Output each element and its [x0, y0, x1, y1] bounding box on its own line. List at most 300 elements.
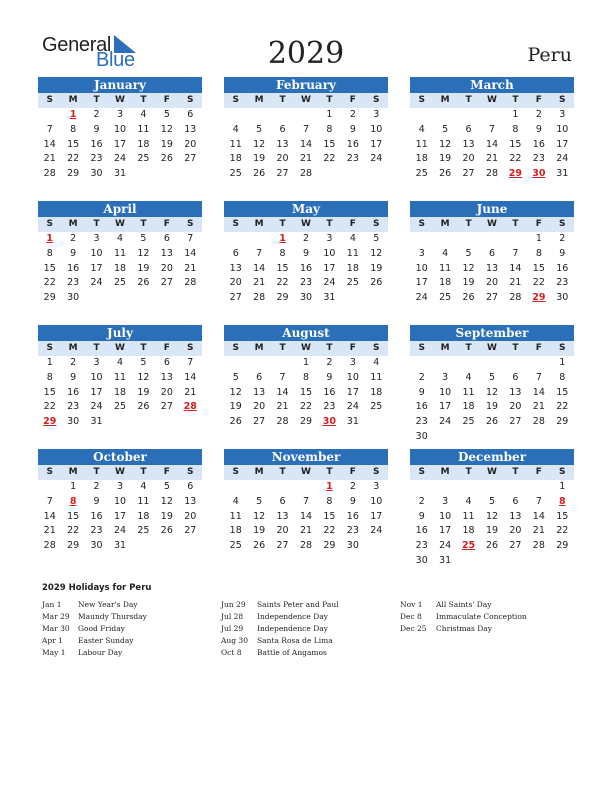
holidays-title: 2029 Holidays for Peru: [42, 583, 152, 593]
day-cell: 30: [90, 540, 103, 552]
day-cell: 1: [326, 109, 333, 120]
day-cell: 28: [184, 277, 197, 289]
day-grid: [410, 480, 574, 569]
day-cell: 11: [137, 123, 150, 135]
weekday-label: T: [279, 95, 286, 105]
day-cell: 26: [439, 168, 452, 180]
holiday-name: Battle of Angamos: [257, 648, 327, 657]
day-cell: 3: [116, 481, 124, 492]
holiday-date: Mar 30: [42, 624, 70, 633]
holiday-day: 29: [532, 292, 546, 304]
weekday-header: [410, 341, 574, 356]
weekday-label: M: [68, 219, 78, 229]
weekday-label: T: [512, 219, 519, 229]
weekday-label: T: [93, 95, 100, 105]
holiday-entry: [221, 623, 401, 635]
holiday-day: 1: [326, 481, 333, 492]
day-cell: 24: [439, 416, 452, 428]
holiday-day: 29: [508, 168, 523, 180]
day-cell: 6: [512, 371, 519, 383]
month-november: [224, 449, 388, 554]
day-cell: 28: [532, 540, 545, 552]
day-cell: 3: [418, 247, 425, 259]
weekday-label: T: [140, 343, 147, 353]
day-cell: 19: [370, 262, 383, 274]
day-cell: 12: [253, 138, 266, 150]
day-cell: 29: [67, 168, 80, 180]
day-blank: [271, 108, 294, 123]
day-cell: 5: [488, 495, 496, 507]
day-blank: [433, 232, 456, 247]
day-cell: 6: [187, 109, 194, 120]
day-cell: 8: [279, 247, 286, 259]
day-cell: 7: [488, 123, 496, 135]
day-cell: 7: [535, 371, 542, 383]
holiday-date: Jan 1: [42, 600, 62, 609]
day-cell: 20: [184, 510, 197, 522]
weekday-label: M: [440, 95, 450, 105]
day-cell: 15: [556, 510, 569, 522]
day-cell: 8: [559, 371, 566, 383]
weekday-label: S: [187, 467, 194, 477]
day-cell: 2: [70, 357, 77, 368]
day-cell: 20: [253, 401, 266, 413]
day-cell: 10: [323, 247, 336, 259]
holiday-name: New Year's Day: [78, 600, 138, 609]
day-blank: [410, 108, 433, 123]
day-cell: 2: [418, 371, 425, 383]
day-cell: 15: [323, 510, 336, 522]
day-cell: 8: [326, 123, 333, 135]
weekday-label: T: [326, 219, 333, 229]
weekday-header: [38, 217, 202, 232]
day-blank: [527, 480, 550, 495]
day-grid: [224, 480, 388, 554]
weekday-label: F: [163, 343, 170, 353]
day-cell: 10: [113, 123, 127, 135]
day-cell: 6: [256, 371, 263, 383]
weekday-label: F: [349, 343, 356, 353]
day-cell: 28: [509, 292, 522, 304]
day-grid: [224, 108, 388, 182]
holiday-day: 1: [46, 233, 54, 244]
holiday-date: Jun 29: [221, 600, 246, 609]
day-cell: 22: [323, 525, 336, 537]
weekday-header: [38, 465, 202, 480]
day-cell: 5: [256, 495, 263, 507]
weekday-header: [224, 465, 388, 480]
day-cell: 19: [229, 401, 242, 413]
day-cell: 30: [415, 430, 428, 442]
day-cell: 25: [462, 416, 475, 428]
day-cell: 31: [556, 168, 569, 180]
day-cell: 6: [163, 357, 170, 368]
weekday-label: M: [440, 219, 450, 229]
day-cell: 22: [43, 401, 56, 413]
day-cell: 8: [326, 495, 333, 507]
day-blank: [224, 356, 247, 371]
day-cell: 24: [556, 153, 569, 165]
day-cell: 7: [256, 247, 263, 259]
weekday-label: W: [115, 219, 125, 229]
day-cell: 29: [276, 292, 289, 304]
day-cell: 4: [442, 247, 449, 259]
day-cell: 21: [532, 401, 545, 413]
day-cell: 19: [253, 525, 266, 537]
holiday-entry: [400, 599, 580, 611]
day-cell: 25: [229, 168, 242, 180]
weekday-label: M: [254, 343, 264, 353]
day-cell: 29: [67, 540, 80, 552]
holiday-entry: [221, 599, 401, 611]
weekday-label: W: [301, 95, 311, 105]
day-cell: 9: [535, 123, 542, 135]
holiday-day: 8: [69, 495, 77, 507]
weekday-label: T: [326, 343, 333, 353]
weekday-header: [224, 341, 388, 356]
holiday-day: 1: [69, 109, 77, 120]
day-cell: 17: [370, 510, 383, 522]
day-cell: 27: [184, 525, 197, 537]
holiday-day: 29: [43, 416, 57, 428]
weekday-label: T: [93, 467, 100, 477]
day-blank: [457, 356, 480, 371]
day-cell: 11: [462, 386, 475, 398]
day-cell: 10: [370, 495, 383, 507]
day-cell: 18: [370, 386, 383, 398]
day-cell: 2: [326, 357, 333, 368]
day-blank: [480, 356, 503, 371]
day-cell: 5: [163, 109, 170, 120]
day-cell: 22: [556, 525, 569, 537]
day-cell: 30: [299, 292, 313, 304]
weekday-label: W: [115, 343, 125, 353]
day-cell: 25: [229, 540, 242, 552]
day-cell: 18: [229, 153, 242, 165]
day-cell: 12: [160, 495, 173, 507]
day-cell: 19: [485, 525, 499, 537]
day-cell: 13: [509, 510, 522, 522]
day-cell: 4: [465, 495, 472, 507]
day-cell: 4: [232, 123, 239, 135]
holiday-entry: [42, 647, 222, 659]
day-cell: 31: [439, 554, 452, 566]
day-cell: 16: [90, 138, 103, 150]
day-cell: 12: [229, 386, 242, 398]
day-cell: 30: [556, 292, 569, 304]
day-cell: 28: [485, 168, 499, 180]
day-cell: 12: [160, 123, 173, 135]
day-cell: 17: [90, 386, 103, 398]
day-blank: [247, 232, 270, 247]
day-cell: 7: [46, 123, 53, 135]
day-cell: 16: [346, 138, 359, 150]
day-cell: 13: [229, 262, 242, 274]
weekday-label: S: [418, 343, 425, 353]
day-cell: 28: [43, 540, 56, 552]
day-cell: 6: [232, 247, 239, 259]
day-cell: 23: [532, 153, 545, 165]
day-cell: 2: [302, 233, 310, 244]
day-cell: 21: [509, 277, 522, 289]
day-cell: 23: [346, 525, 359, 537]
day-cell: 23: [415, 416, 428, 428]
holiday-entry: [400, 623, 580, 635]
logo-word-general: General: [42, 34, 112, 56]
day-cell: 11: [113, 371, 127, 383]
day-cell: 5: [140, 233, 147, 244]
weekday-label: T: [279, 219, 286, 229]
day-cell: 19: [439, 153, 452, 165]
month-july: [38, 325, 202, 430]
month-september: [410, 325, 574, 445]
day-cell: 25: [346, 277, 359, 289]
holiday-name: Independence Day: [257, 612, 328, 621]
day-cell: 26: [253, 540, 266, 552]
day-cell: 14: [184, 371, 197, 383]
day-cell: 26: [160, 153, 173, 165]
weekday-label: F: [163, 467, 170, 477]
day-cell: 28: [532, 416, 545, 428]
month-march: [410, 77, 574, 182]
day-cell: 29: [299, 416, 313, 428]
day-blank: [294, 108, 317, 123]
day-cell: 3: [373, 481, 380, 492]
holiday-entry: [221, 611, 401, 623]
holiday-name: Maundy Thursday: [78, 612, 147, 621]
day-grid: [38, 480, 202, 554]
day-cell: 26: [137, 401, 150, 413]
day-cell: 14: [276, 386, 289, 398]
day-cell: 26: [229, 416, 242, 428]
day-cell: 12: [485, 510, 499, 522]
day-cell: 5: [442, 123, 449, 135]
holiday-entry: [42, 623, 222, 635]
day-blank: [224, 480, 247, 495]
day-cell: 14: [532, 386, 545, 398]
day-blank: [457, 108, 480, 123]
weekday-label: M: [254, 219, 264, 229]
month-title: September: [410, 325, 574, 341]
day-cell: 11: [229, 510, 242, 522]
weekday-label: F: [535, 467, 542, 477]
day-cell: 29: [556, 540, 569, 552]
day-cell: 25: [113, 277, 127, 289]
day-cell: 9: [349, 495, 356, 507]
day-cell: 6: [279, 495, 286, 507]
day-cell: 18: [462, 401, 475, 413]
day-cell: 13: [462, 138, 475, 150]
holiday-day: 8: [558, 495, 566, 507]
month-april: [38, 201, 202, 306]
day-cell: 19: [462, 277, 475, 289]
day-cell: 28: [253, 292, 266, 304]
day-cell: 27: [276, 168, 289, 180]
day-cell: 7: [46, 495, 53, 507]
weekday-label: T: [512, 343, 519, 353]
day-cell: 31: [323, 292, 336, 304]
day-cell: 30: [415, 554, 428, 566]
month-title: October: [38, 449, 202, 465]
month-october: [38, 449, 202, 554]
day-cell: 1: [512, 109, 519, 120]
day-cell: 26: [462, 292, 475, 304]
day-cell: 23: [90, 525, 103, 537]
weekday-label: S: [46, 343, 53, 353]
weekday-label: S: [187, 343, 194, 353]
holiday-date: Jul 29: [221, 624, 244, 633]
day-cell: 26: [137, 277, 150, 289]
holiday-day: 28: [183, 401, 197, 413]
holiday-name: Labour Day: [78, 648, 123, 657]
weekday-label: F: [349, 467, 356, 477]
day-cell: 16: [415, 401, 428, 413]
day-cell: 3: [93, 233, 100, 244]
day-cell: 7: [279, 371, 286, 383]
day-cell: 6: [163, 233, 170, 244]
day-cell: 26: [160, 525, 173, 537]
day-cell: 20: [229, 277, 242, 289]
day-cell: 24: [370, 153, 383, 165]
day-cell: 22: [532, 277, 545, 289]
weekday-label: S: [232, 343, 239, 353]
weekday-label: W: [115, 467, 125, 477]
day-cell: 27: [229, 292, 242, 304]
holiday-date: Dec 25: [400, 624, 427, 633]
day-blank: [38, 108, 61, 123]
day-cell: 16: [299, 262, 313, 274]
day-cell: 2: [349, 481, 356, 492]
holiday-name: Saints Peter and Paul: [257, 600, 339, 609]
day-cell: 27: [509, 416, 522, 428]
holiday-day: 25: [461, 540, 476, 552]
day-cell: 24: [439, 540, 452, 552]
day-cell: 18: [113, 262, 127, 274]
day-cell: 3: [442, 371, 449, 383]
day-grid: [224, 232, 388, 306]
day-cell: 28: [299, 540, 313, 552]
day-cell: 11: [370, 371, 383, 383]
day-cell: 19: [160, 510, 173, 522]
day-cell: 20: [184, 138, 197, 150]
weekday-label: W: [487, 219, 497, 229]
day-cell: 27: [276, 540, 289, 552]
weekday-label: M: [440, 467, 450, 477]
day-cell: 7: [512, 247, 519, 259]
day-cell: 13: [509, 386, 522, 398]
day-cell: 23: [415, 540, 428, 552]
holiday-date: Nov 1: [400, 600, 423, 609]
day-cell: 1: [559, 357, 566, 368]
day-cell: 15: [67, 510, 80, 522]
day-cell: 27: [160, 401, 173, 413]
weekday-header: [224, 217, 388, 232]
day-cell: 6: [512, 495, 519, 507]
month-june: [410, 201, 574, 306]
day-cell: 11: [439, 262, 452, 274]
day-blank: [271, 356, 294, 371]
day-cell: 10: [90, 247, 103, 259]
holiday-date: May 1: [42, 648, 66, 657]
day-cell: 13: [160, 247, 173, 259]
day-cell: 24: [113, 153, 127, 165]
day-cell: 31: [90, 416, 103, 428]
weekday-label: W: [487, 467, 497, 477]
holiday-column: [400, 599, 580, 635]
weekday-label: S: [46, 467, 53, 477]
day-cell: 22: [43, 277, 56, 289]
day-cell: 16: [90, 510, 103, 522]
day-blank: [457, 480, 480, 495]
day-blank: [410, 480, 433, 495]
holiday-column: [42, 599, 222, 659]
day-cell: 23: [299, 277, 313, 289]
day-grid: [410, 108, 574, 182]
day-cell: 21: [43, 153, 56, 165]
day-blank: [38, 480, 61, 495]
day-cell: 13: [160, 371, 173, 383]
day-blank: [247, 480, 270, 495]
day-cell: 18: [415, 153, 428, 165]
day-blank: [480, 480, 503, 495]
day-cell: 21: [43, 525, 56, 537]
logo-word-blue: Blue: [96, 49, 135, 71]
weekday-label: S: [418, 219, 425, 229]
day-cell: 25: [137, 525, 150, 537]
country-name: Peru: [527, 44, 572, 66]
day-blank: [224, 232, 247, 247]
day-blank: [504, 356, 527, 371]
weekday-label: S: [559, 343, 566, 353]
day-cell: 4: [140, 109, 147, 120]
day-cell: 25: [415, 168, 428, 180]
holiday-date: Mar 29: [42, 612, 70, 621]
day-cell: 2: [70, 233, 77, 244]
weekday-label: M: [254, 95, 264, 105]
day-cell: 14: [43, 510, 56, 522]
day-cell: 20: [485, 277, 499, 289]
day-cell: 25: [370, 401, 383, 413]
day-cell: 13: [184, 495, 197, 507]
holiday-day: 1: [279, 233, 286, 244]
day-cell: 29: [556, 416, 569, 428]
day-cell: 26: [485, 540, 499, 552]
day-cell: 21: [532, 525, 545, 537]
day-cell: 12: [462, 262, 475, 274]
day-cell: 9: [93, 495, 100, 507]
day-cell: 4: [373, 357, 380, 368]
month-title: July: [38, 325, 202, 341]
day-cell: 21: [184, 386, 197, 398]
day-cell: 3: [349, 357, 356, 368]
day-cell: 6: [279, 123, 286, 135]
day-cell: 10: [370, 123, 383, 135]
day-cell: 8: [512, 123, 519, 135]
day-cell: 5: [488, 371, 496, 383]
day-cell: 7: [187, 357, 194, 368]
month-december: [410, 449, 574, 569]
weekday-label: S: [46, 95, 53, 105]
day-cell: 16: [346, 510, 359, 522]
weekday-label: W: [301, 219, 311, 229]
day-cell: 5: [140, 357, 147, 368]
day-cell: 2: [535, 109, 542, 120]
day-cell: 5: [256, 123, 263, 135]
weekday-label: T: [465, 219, 472, 229]
day-blank: [504, 480, 527, 495]
day-cell: 25: [113, 401, 127, 413]
weekday-header: [224, 93, 388, 108]
